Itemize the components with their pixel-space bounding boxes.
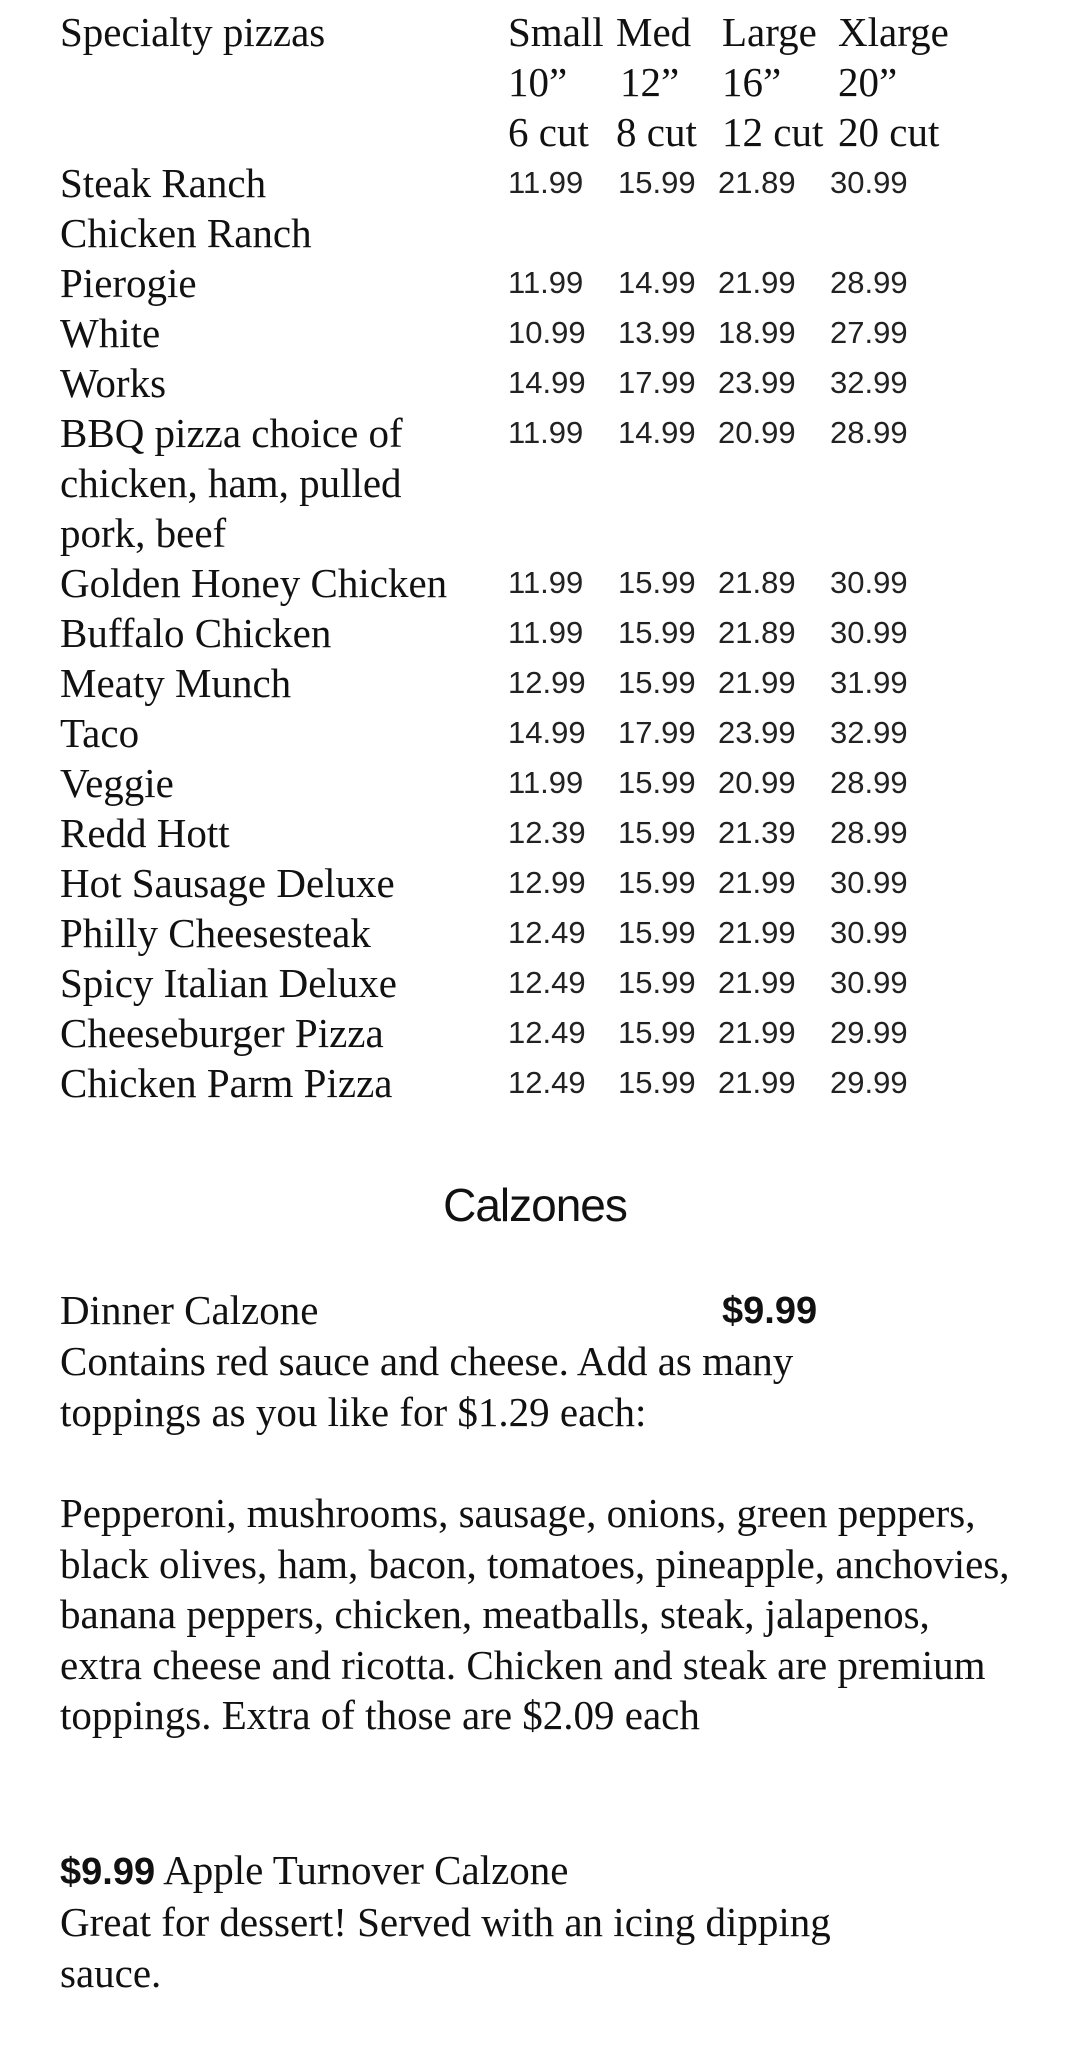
item-name: Hot Sausage Deluxe bbox=[60, 860, 395, 906]
price-large: 21.99 bbox=[718, 1065, 796, 1100]
price-small: 12.49 bbox=[508, 915, 586, 950]
size-inches-med: 12” bbox=[620, 59, 680, 105]
price-small: 11.99 bbox=[508, 265, 584, 300]
size-cut-med: 8 cut bbox=[616, 109, 697, 155]
price-med: 15.99 bbox=[618, 665, 696, 700]
price-xlarge: 30.99 bbox=[830, 915, 908, 950]
dinner-calzone-name: Dinner Calzone bbox=[60, 1287, 319, 1333]
price-large: 21.99 bbox=[718, 865, 796, 900]
dinner-calzone-description: Contains red sauce and cheese. Add as many toppings as you like for $1.29 each: bbox=[60, 1338, 794, 1435]
size-cut-xlarge: 20 cut bbox=[838, 109, 940, 155]
item-name: Pierogie bbox=[60, 260, 197, 306]
price-large: 21.89 bbox=[718, 565, 796, 600]
item-name: BBQ pizza choice of chicken, ham, pulled pork, beef bbox=[60, 410, 403, 556]
item-name: Philly Cheesesteak bbox=[60, 910, 371, 956]
price-large: 21.99 bbox=[718, 915, 796, 950]
item-name: Steak Ranch bbox=[60, 160, 267, 206]
price-small: 12.99 bbox=[508, 865, 586, 900]
price-large: 21.99 bbox=[718, 665, 796, 700]
price-large: 21.89 bbox=[718, 615, 796, 650]
item-name: Taco bbox=[60, 710, 140, 756]
price-xlarge: 28.99 bbox=[830, 415, 908, 450]
dinner-calzone-price: $9.99 bbox=[722, 1290, 818, 1332]
price-med: 15.99 bbox=[618, 1065, 696, 1100]
price-small: 12.49 bbox=[508, 965, 586, 1000]
size-name-small: Small bbox=[508, 9, 604, 55]
price-med: 14.99 bbox=[618, 265, 696, 300]
price-med: 13.99 bbox=[618, 315, 696, 350]
item-name: Veggie bbox=[60, 760, 174, 806]
price-large: 21.99 bbox=[718, 965, 796, 1000]
size-inches-large: 16” bbox=[722, 59, 782, 105]
price-xlarge: 28.99 bbox=[830, 765, 908, 800]
apple-calzone-price: $9.99 bbox=[60, 1851, 156, 1893]
price-med: 15.99 bbox=[618, 165, 696, 200]
price-large: 20.99 bbox=[718, 765, 796, 800]
price-xlarge: 29.99 bbox=[830, 1015, 908, 1050]
price-xlarge: 30.99 bbox=[830, 165, 908, 200]
price-small: 12.49 bbox=[508, 1015, 586, 1050]
price-large: 21.99 bbox=[718, 1015, 796, 1050]
price-xlarge: 30.99 bbox=[830, 615, 908, 650]
price-small: 11.99 bbox=[508, 615, 584, 650]
item-name: Redd Hott bbox=[60, 810, 230, 856]
item-name: Buffalo Chicken bbox=[60, 610, 332, 656]
specialty-pizzas-title: Specialty pizzas bbox=[60, 9, 326, 55]
price-small: 11.99 bbox=[508, 165, 584, 200]
price-small: 12.49 bbox=[508, 1065, 586, 1100]
apple-calzone-name: Apple Turnover Calzone bbox=[163, 1847, 569, 1893]
price-xlarge: 30.99 bbox=[830, 565, 908, 600]
apple-calzone-description: Great for dessert! Served with an icing dipping sauce. bbox=[60, 1899, 831, 1996]
price-small: 11.99 bbox=[508, 415, 584, 450]
price-med: 15.99 bbox=[618, 965, 696, 1000]
dinner-calzone-toppings: Pepperoni, mushrooms, sausage, onions, green peppers, black olives, ham, bacon, tomatoes, pineapple, anchovies, banana peppers, chicken, meatballs, steak, jalapenos, extra cheese and ricotta. Chicken and steak are premium toppings. Extra of those are $2.09 each bbox=[60, 1490, 1010, 1738]
price-large: 21.89 bbox=[718, 165, 796, 200]
item-name: Cheeseburger Pizza bbox=[60, 1010, 384, 1056]
price-large: 23.99 bbox=[718, 365, 796, 400]
price-xlarge: 30.99 bbox=[830, 865, 908, 900]
price-med: 15.99 bbox=[618, 865, 696, 900]
price-med: 15.99 bbox=[618, 1015, 696, 1050]
price-med: 17.99 bbox=[618, 715, 696, 750]
price-xlarge: 32.99 bbox=[830, 365, 908, 400]
price-small: 12.39 bbox=[508, 815, 586, 850]
price-large: 23.99 bbox=[718, 715, 796, 750]
size-cut-large: 12 cut bbox=[722, 109, 824, 155]
price-med: 15.99 bbox=[618, 565, 696, 600]
item-name: Spicy Italian Deluxe bbox=[60, 960, 398, 1006]
item-name: Chicken Parm Pizza bbox=[60, 1060, 393, 1106]
item-name: Works bbox=[60, 360, 167, 406]
price-med: 15.99 bbox=[618, 915, 696, 950]
calzones-title: Calzones bbox=[443, 1179, 627, 1231]
item-name: Chicken Ranch bbox=[60, 210, 312, 256]
price-xlarge: 27.99 bbox=[830, 315, 908, 350]
size-inches-small: 10” bbox=[508, 59, 568, 105]
price-small: 10.99 bbox=[508, 315, 586, 350]
price-large: 20.99 bbox=[718, 415, 796, 450]
price-xlarge: 28.99 bbox=[830, 815, 908, 850]
price-xlarge: 29.99 bbox=[830, 1065, 908, 1100]
price-xlarge: 30.99 bbox=[830, 965, 908, 1000]
price-med: 15.99 bbox=[618, 815, 696, 850]
apple-calzone-heading bbox=[60, 1846, 569, 1894]
price-large: 21.39 bbox=[718, 815, 796, 850]
item-name: Meaty Munch bbox=[60, 660, 292, 706]
size-cut-small: 6 cut bbox=[508, 109, 589, 155]
price-med: 15.99 bbox=[618, 615, 696, 650]
price-small: 11.99 bbox=[508, 565, 584, 600]
price-xlarge: 32.99 bbox=[830, 715, 908, 750]
price-med: 17.99 bbox=[618, 365, 696, 400]
size-name-med: Med bbox=[616, 9, 692, 55]
item-name: White bbox=[60, 310, 161, 356]
price-small: 14.99 bbox=[508, 715, 586, 750]
price-small: 12.99 bbox=[508, 665, 586, 700]
price-med: 15.99 bbox=[618, 765, 696, 800]
price-xlarge: 28.99 bbox=[830, 265, 908, 300]
price-large: 18.99 bbox=[718, 315, 796, 350]
size-inches-xlarge: 20” bbox=[838, 59, 898, 105]
price-small: 11.99 bbox=[508, 765, 584, 800]
price-xlarge: 31.99 bbox=[830, 665, 908, 700]
price-med: 14.99 bbox=[618, 415, 696, 450]
item-name: Golden Honey Chicken bbox=[60, 560, 448, 606]
price-large: 21.99 bbox=[718, 265, 796, 300]
price-small: 14.99 bbox=[508, 365, 586, 400]
size-name-large: Large bbox=[722, 9, 817, 55]
size-name-xlarge: Xlarge bbox=[838, 9, 949, 55]
